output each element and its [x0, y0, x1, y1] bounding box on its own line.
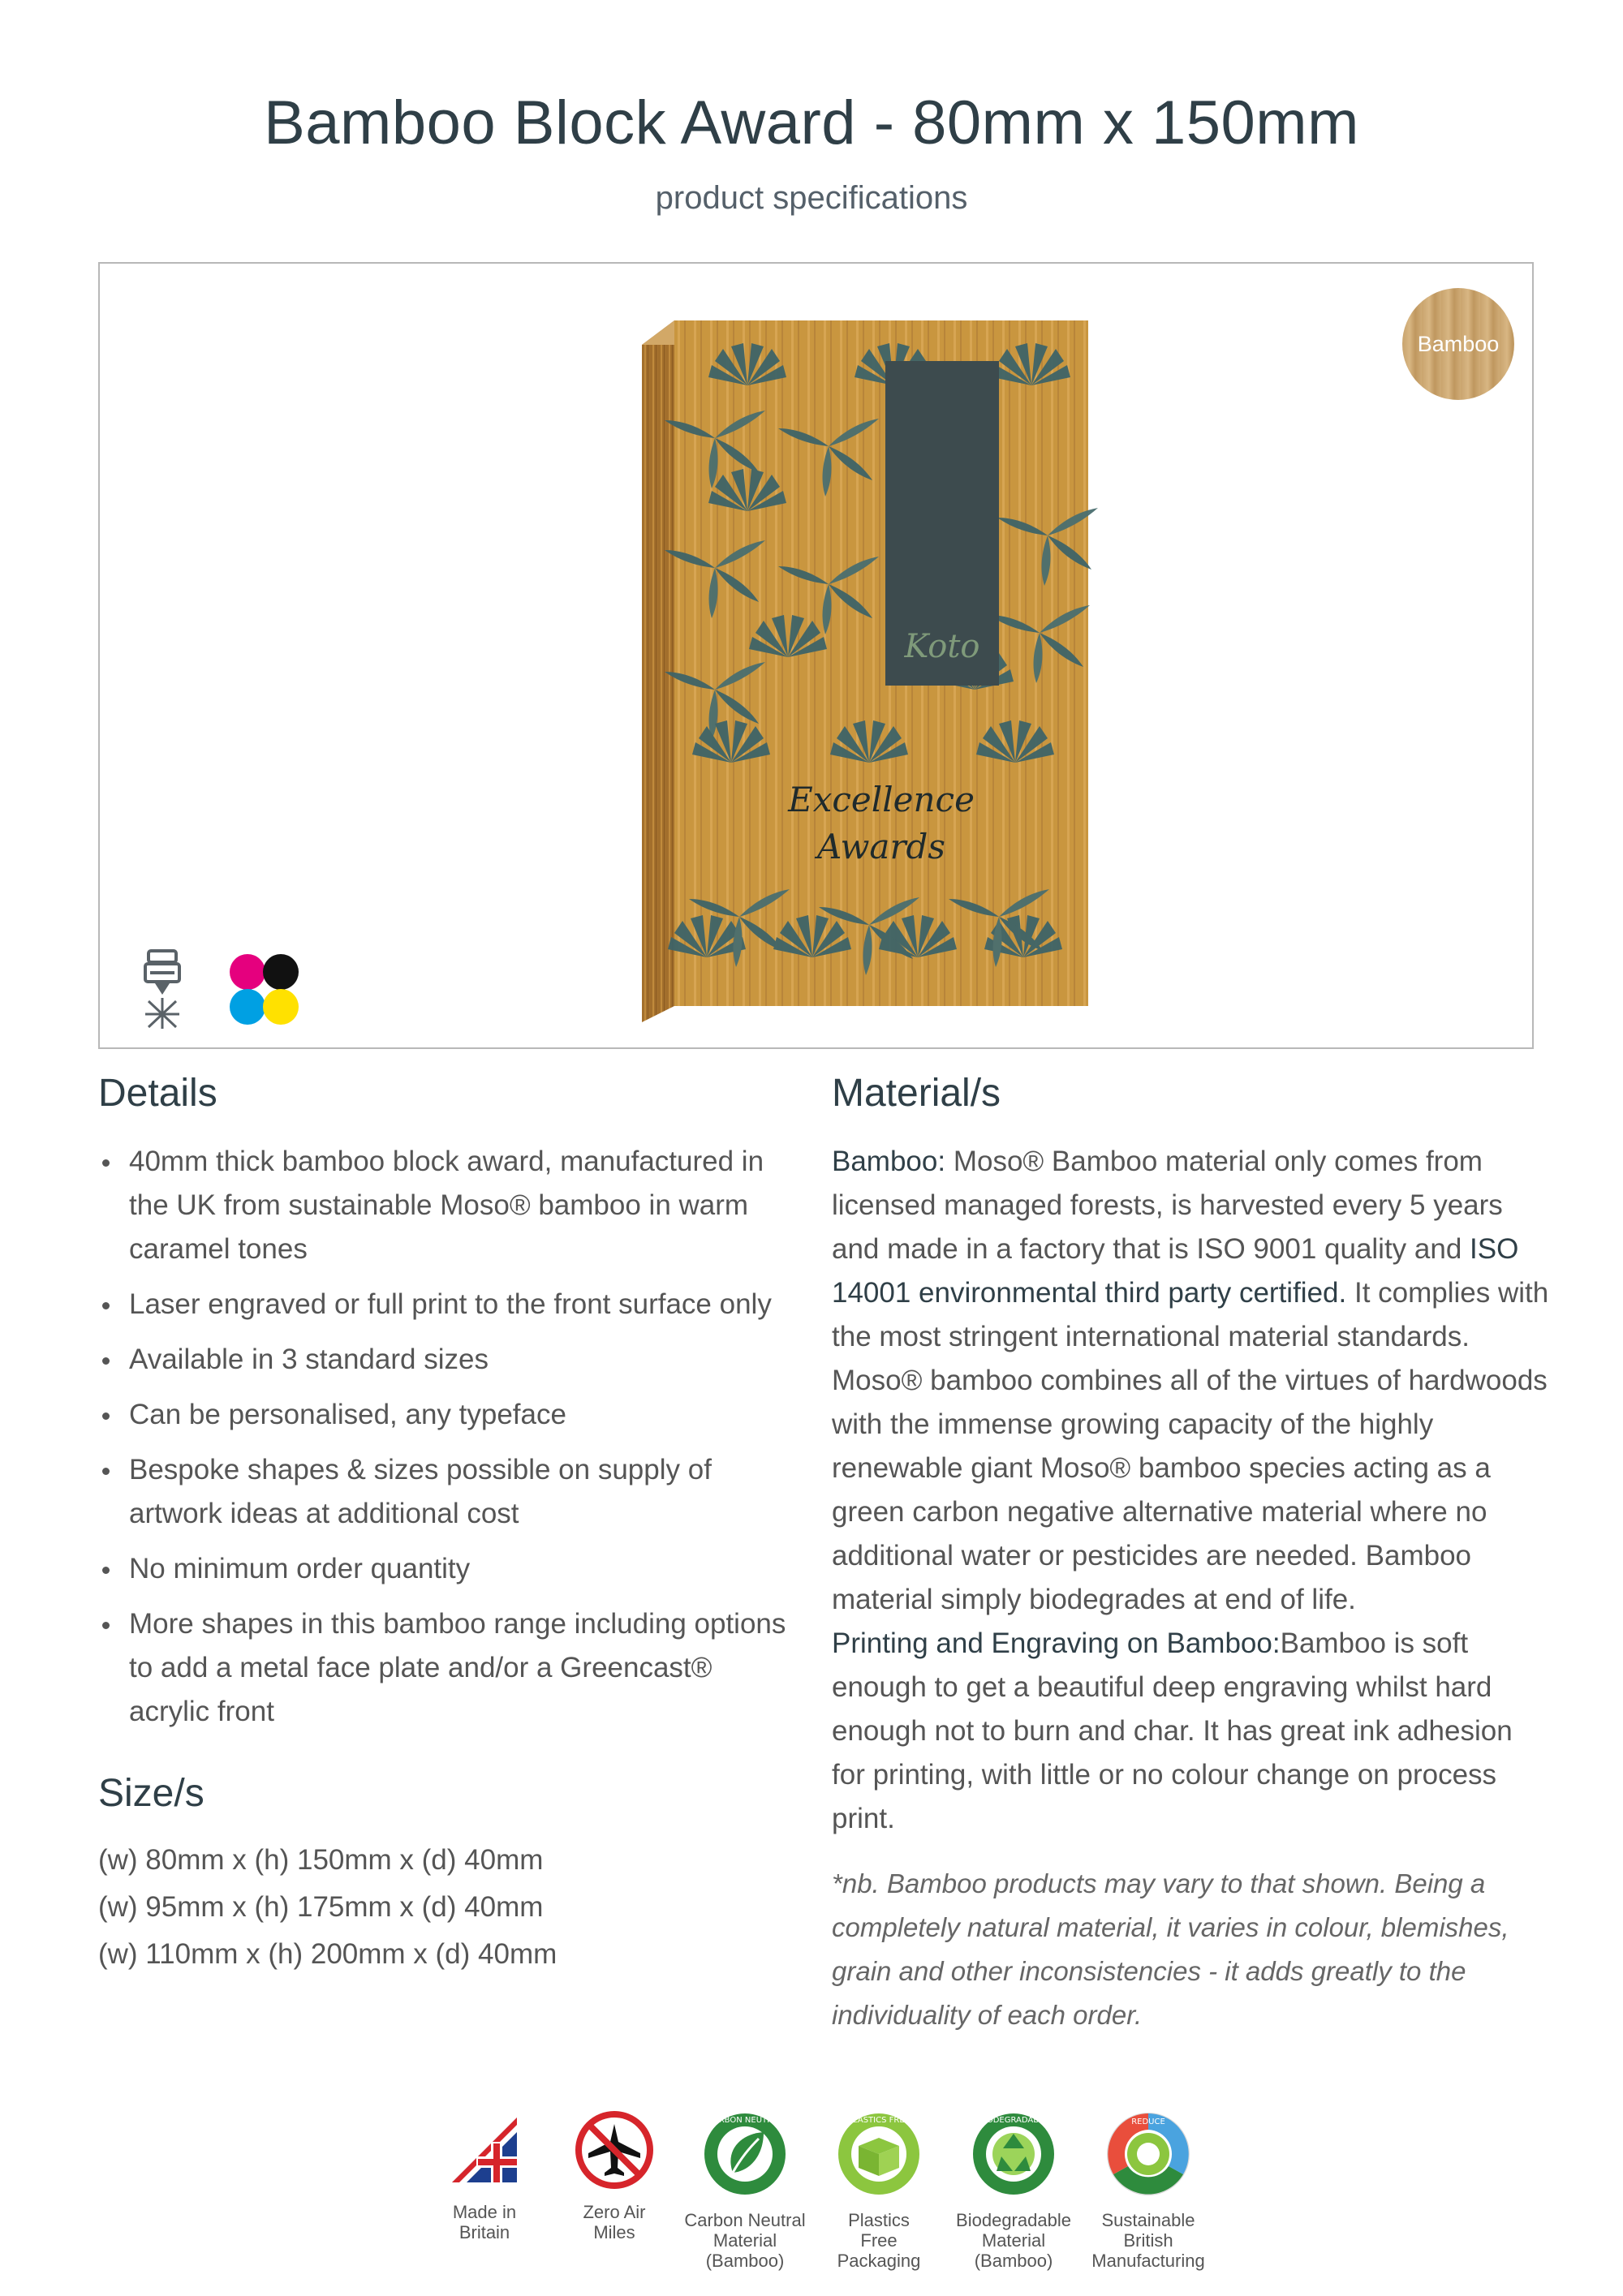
award-plate-text: Koto	[904, 628, 980, 665]
award-text-line1: Excellence	[788, 780, 975, 819]
list-item: Available in 3 standard sizes	[98, 1338, 796, 1382]
bamboo-text: Moso® Bamboo material only comes from licensed managed forests, is harvested every 5 years and made in a factory that is ISO 9001 quality and	[832, 1146, 1503, 1265]
badge-ring-text: CARBON NEUTRAL	[707, 2116, 783, 2125]
reduce-reuse-recycle-icon	[1104, 2109, 1193, 2199]
printing-text: Bamboo is soft enough to get a beautiful deep engraving whilst hard enough not to burn and char. It has great ink adhesion for printing, with little or no colour change on process print.	[832, 1627, 1513, 1834]
badge-sustainable-manufacturing	[1083, 2109, 1213, 2271]
award-image	[626, 308, 1104, 1022]
badge-caption: Zero Air Miles	[583, 2202, 646, 2242]
bamboo-lead: Bamboo:	[832, 1146, 946, 1177]
badge-ring-text: PLASTICS FREE	[848, 2116, 910, 2125]
list-item: Laser engraved or full print to the front surface only	[98, 1283, 796, 1326]
printing-lead: Printing and Engraving on Bamboo:	[832, 1627, 1281, 1659]
recycle-icon	[969, 2109, 1058, 2199]
union-flag-icon	[444, 2109, 525, 2191]
page-title: Bamboo Block Award - 80mm x 150mm	[264, 88, 1359, 157]
materials-note: *nb. Bamboo products may vary to that shown. Being a completely natural material, it varies in colour, blemishes, grain and other inconsistencies - it adds greatly to the individuality of each order.	[832, 1868, 1509, 2030]
size-item: (w) 80mm x (h) 150mm x (d) 40mm	[98, 1844, 544, 1876]
list-item: Can be personalised, any typeface	[98, 1393, 796, 1437]
details-heading: Details	[98, 1072, 217, 1115]
bamboo-text-2: It complies with the most stringent international material standards. Moso® bamboo combines all of the virtues of hardwoods with the immense growing capacity of the highly renewable giant Moso® bamboo species acting as a green carbon negative alternative material where no additional water or pesticides are needed. Bamboo material simply biodegrades at end of life.	[832, 1277, 1549, 1615]
badge-ring-text: REDUCE	[1131, 2118, 1165, 2126]
full-colour-print-icon	[226, 952, 302, 1028]
badge-caption: Carbon Neutral Material (Bamboo)	[684, 2210, 806, 2271]
badge-caption: Made in Britain	[452, 2202, 517, 2242]
materials-column	[832, 1071, 1550, 2037]
materials-heading: Material/s	[832, 1072, 1001, 1115]
bamboo-iso-text: ISO 14001 environmental third party certified.	[832, 1233, 1519, 1309]
badge-biodegradable	[949, 2109, 1078, 2271]
page-subtitle: product specifications	[655, 180, 968, 216]
product-image-panel	[98, 262, 1534, 1049]
size-item: (w) 110mm x (h) 200mm x (d) 40mm	[98, 1938, 558, 1970]
leaf-icon	[700, 2109, 790, 2199]
no-plane-icon	[574, 2109, 655, 2191]
laser-engrave-icon	[134, 949, 191, 1030]
details-list	[98, 1140, 796, 1734]
list-item: 40mm thick bamboo block award, manufactured in the UK from sustainable Moso® bamboo in warm caramel tones	[98, 1140, 796, 1271]
award-text-line2: Awards	[817, 827, 945, 866]
badge-ring-text: BIODEGRADABLE	[979, 2116, 1048, 2125]
details-column	[98, 1071, 796, 1978]
list-item: Bespoke shapes & sizes possible on supply of artwork ideas at additional cost	[98, 1448, 796, 1536]
package-icon	[834, 2109, 923, 2199]
list-item: More shapes in this bamboo range including options to add a metal face plate and/or a Greencast® acrylic front	[98, 1602, 796, 1734]
swatch-label: Bamboo	[1417, 331, 1500, 356]
badge-plastics-free	[814, 2109, 944, 2271]
badge-zero-air-miles	[549, 2109, 679, 2242]
badge-caption: Plastics Free Packaging	[837, 2210, 921, 2271]
badge-caption: Biodegradable Material (Bamboo)	[956, 2210, 1071, 2271]
badge-caption: Sustainable British Manufacturing	[1091, 2210, 1205, 2271]
badge-carbon-neutral	[680, 2109, 810, 2271]
bamboo-swatch	[1402, 288, 1514, 400]
badge-made-in-britain	[420, 2109, 549, 2242]
materials-description	[832, 1140, 1550, 1841]
sizes-list	[98, 1837, 796, 1978]
list-item: No minimum order quantity	[98, 1547, 796, 1591]
sizes-heading: Size/s	[98, 1772, 204, 1815]
size-item: (w) 95mm x (h) 175mm x (d) 40mm	[98, 1891, 544, 1923]
